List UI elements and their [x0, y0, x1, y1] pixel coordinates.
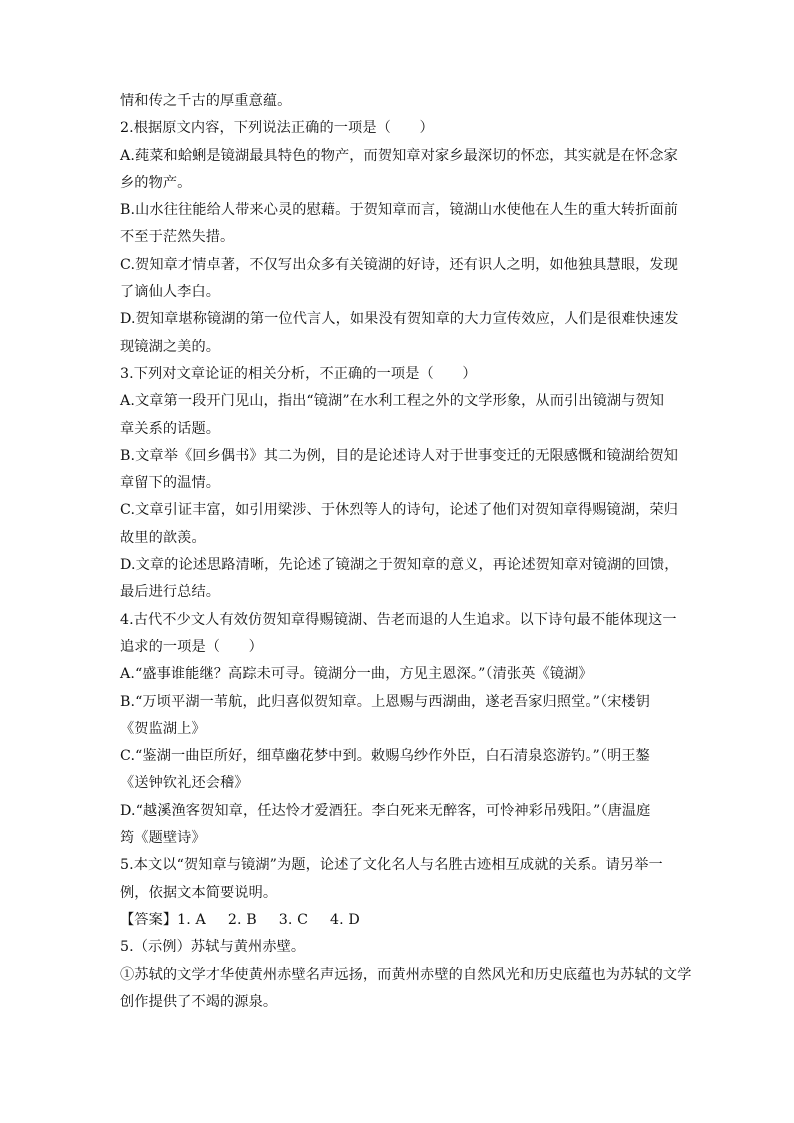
text-line-29: 5.本文以“贺知章与镜湖”为题，论述了文化名人与名胜古迹相互成就的关系。请另举一 [120, 857, 663, 874]
text-line-17: 故里的歆羡。 [120, 529, 206, 546]
answer-item-1: 1. A [177, 911, 206, 928]
text-line-12: A.文章第一段开门见山，指出“镜湖”在水利工程之外的文学形象，从而引出镜湖与贺知 [120, 393, 665, 410]
text-line-9: D.贺知章堪称镜湖的第一位代言人，如果没有贺知章的大力宣传效应，人们是很难快速发 [120, 311, 679, 328]
text-line-1: 情和传之千古的厚重意蕴。 [120, 93, 292, 109]
text-line-19: 最后进行总结。 [120, 584, 221, 601]
answer-explanation-block [120, 934, 692, 1016]
text-line-15: 章留下的温情。 [120, 475, 221, 492]
text-line-10: 现镜湖之美的。 [120, 338, 221, 355]
text-line-18: D.文章的论述思路清晰，先论述了镜湖之于贺知章的意义，再论述贺知章对镜湖的回馈， [120, 557, 679, 574]
text-line-13: 章关系的话题。 [120, 420, 221, 437]
text-line-2: 2.根据原文内容，下列说法正确的一项是（ ） [120, 120, 434, 137]
question-text-block [120, 88, 680, 907]
text-line-11: 3.下列对文章论证的相关分析，不正确的一项是（ ） [120, 365, 477, 382]
text-line-24: 《贺监湖上》 [120, 720, 206, 737]
text-line-26: 《送钟钦礼还会稽》 [120, 775, 249, 792]
answer-item-2: 2. B [227, 911, 257, 928]
answer-item-3: 3. C [278, 911, 309, 928]
text-line-21: 追求的一项是（ ） [120, 638, 263, 655]
answer-label: 【答案】 [120, 911, 178, 928]
text-line-20: 4.古代不少文人有效仿贺知章得赐镜湖、告老而退的人生追求。以下诗句最不能体现这一 [120, 611, 677, 628]
document-page [120, 88, 692, 1016]
text-line-27: D.“越溪渔客贺知章，任达怜才爱酒狂。李白死来无醉客，可怜神彩吊残阳。”（唐温庭 [120, 802, 651, 819]
text-line-7: C.贺知章才情卓著，不仅写出众多有关镜湖的好诗，还有识人之明，如他独具慧眼，发现 [120, 256, 678, 273]
explanation-line-3: 创作提供了不竭的源泉。 [120, 993, 278, 1010]
text-line-28: 筠《题壁诗》 [120, 830, 206, 847]
text-line-16: C.文章引证丰富，如引用梁涉、于休烈等人的诗句，论述了他们对贺知章得赐镜湖，荣归 [120, 502, 678, 519]
text-line-3: A.莼菜和蛤蜊是镜湖最具特色的物产，而贺知章对家乡最深切的怀恋，其实就是在怀念家 [120, 147, 678, 164]
text-line-4: 乡的物产。 [120, 174, 192, 191]
explanation-line-2: ①苏轼的文学才华使黄州赤壁名声远扬，而黄州赤壁的自然风光和历史底蕴也为苏轼的文学 [120, 966, 692, 983]
text-line-22: A.“盛事谁能继？高踪未可寻。镜湖分一曲，方见主恩深。”（清张英《镜湖》 [120, 666, 593, 683]
text-line-25: C.“鉴湖一曲臣所好，细草幽花梦中到。敕赐乌纱作外臣，白石清泉恣游钓。”（明王鏊 [120, 748, 650, 765]
text-line-6: 不至于茫然失措。 [120, 229, 235, 246]
explanation-line-1: 5.（示例）苏轼与黄州赤壁。 [120, 939, 306, 956]
text-line-30: 例，依据文本简要说明。 [120, 884, 278, 901]
text-line-5: B.山水往往能给人带来心灵的慰藉。于贺知章而言，镜湖山水使他在人生的重大转折面前 [120, 202, 679, 219]
answer-item-4: 4. D [330, 911, 360, 928]
answer-row [120, 907, 680, 934]
text-line-23: B.“万顷平湖一苇航，此归喜似贺知章。上恩赐与西湖曲，遂老吾家归照堂。”（宋楼钥 [120, 693, 650, 710]
text-line-8: 了谪仙人李白。 [120, 284, 221, 301]
text-line-14: B.文章举《回乡偶书》其二为例，目的是论述诗人对于世事变迁的无限感慨和镜湖给贺知 [120, 447, 679, 464]
